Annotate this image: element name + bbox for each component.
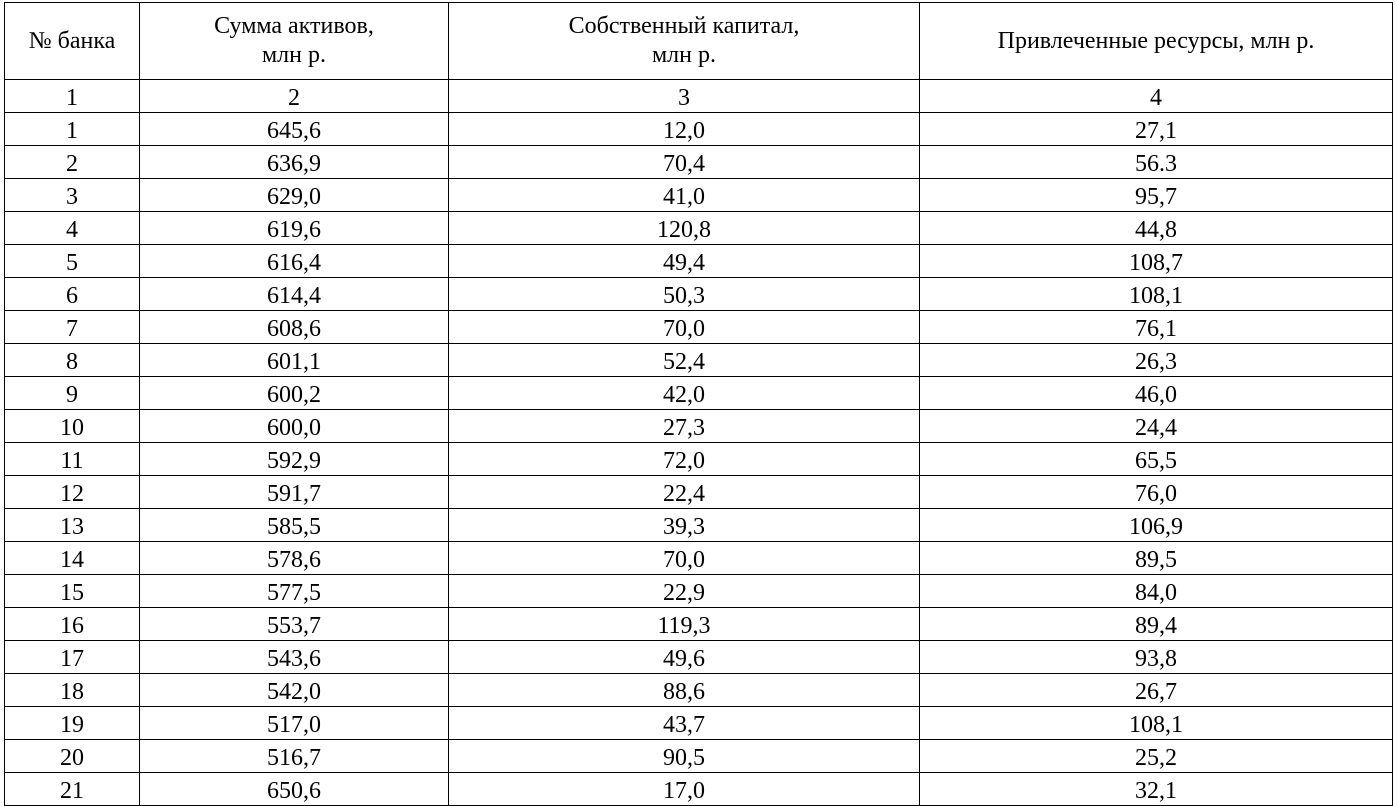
cell-total-assets: 578,6	[140, 542, 449, 575]
header-attracted-resources	[920, 3, 1393, 80]
cell-attracted-resources: 65,5	[920, 443, 1393, 476]
cell-attracted-resources: 46,0	[920, 377, 1393, 410]
cell-bank-number: 12	[5, 476, 140, 509]
table-row	[5, 146, 1393, 179]
table-row	[5, 410, 1393, 443]
column-number: 2	[140, 80, 449, 113]
cell-total-assets: 645,6	[140, 113, 449, 146]
table-row	[5, 740, 1393, 773]
cell-own-capital: 43,7	[449, 707, 920, 740]
cell-own-capital: 22,4	[449, 476, 920, 509]
cell-own-capital: 88,6	[449, 674, 920, 707]
cell-own-capital: 52,4	[449, 344, 920, 377]
cell-total-assets: 601,1	[140, 344, 449, 377]
header-own-capital	[449, 3, 920, 80]
table-row	[5, 278, 1393, 311]
cell-attracted-resources: 76,1	[920, 311, 1393, 344]
cell-total-assets: 553,7	[140, 608, 449, 641]
header-line: Сумма активов,	[214, 13, 374, 39]
header-line: № банка	[28, 27, 116, 54]
cell-bank-number: 5	[5, 245, 140, 278]
cell-bank-number: 14	[5, 542, 140, 575]
cell-attracted-resources: 89,5	[920, 542, 1393, 575]
cell-bank-number: 8	[5, 344, 140, 377]
cell-bank-number: 20	[5, 740, 140, 773]
cell-bank-number: 16	[5, 608, 140, 641]
cell-bank-number: 1	[5, 113, 140, 146]
cell-total-assets: 650,6	[140, 773, 449, 806]
table-row	[5, 773, 1393, 806]
cell-total-assets: 516,7	[140, 740, 449, 773]
cell-own-capital: 49,4	[449, 245, 920, 278]
cell-total-assets: 614,4	[140, 278, 449, 311]
cell-own-capital: 12,0	[449, 113, 920, 146]
cell-total-assets: 629,0	[140, 179, 449, 212]
header-line: млн р.	[651, 42, 716, 68]
cell-attracted-resources: 89,4	[920, 608, 1393, 641]
cell-own-capital: 41,0	[449, 179, 920, 212]
table-row	[5, 245, 1393, 278]
cell-bank-number: 11	[5, 443, 140, 476]
cell-own-capital: 27,3	[449, 410, 920, 443]
cell-total-assets: 585,5	[140, 509, 449, 542]
cell-bank-number: 19	[5, 707, 140, 740]
cell-bank-number: 9	[5, 377, 140, 410]
cell-bank-number: 10	[5, 410, 140, 443]
column-number: 3	[449, 80, 920, 113]
cell-bank-number: 3	[5, 179, 140, 212]
cell-bank-number: 17	[5, 641, 140, 674]
cell-total-assets: 542,0	[140, 674, 449, 707]
table-row	[5, 443, 1393, 476]
table-row	[5, 509, 1393, 542]
cell-total-assets: 577,5	[140, 575, 449, 608]
cell-attracted-resources: 56.3	[920, 146, 1393, 179]
cell-total-assets: 591,7	[140, 476, 449, 509]
header-line: Привлеченные ресурсы, млн р.	[997, 27, 1315, 54]
header-bank-number	[5, 3, 140, 80]
table-row	[5, 707, 1393, 740]
header-line: млн р.	[261, 42, 326, 68]
cell-total-assets: 592,9	[140, 443, 449, 476]
cell-attracted-resources: 76,0	[920, 476, 1393, 509]
table-row	[5, 113, 1393, 146]
header-line: Собственный капитал,	[568, 13, 800, 39]
cell-attracted-resources: 24,4	[920, 410, 1393, 443]
cell-bank-number: 13	[5, 509, 140, 542]
table-row	[5, 641, 1393, 674]
table-row	[5, 377, 1393, 410]
cell-attracted-resources: 93,8	[920, 641, 1393, 674]
cell-own-capital: 17,0	[449, 773, 920, 806]
cell-own-capital: 120,8	[449, 212, 920, 245]
cell-attracted-resources: 108,1	[920, 278, 1393, 311]
cell-own-capital: 70,0	[449, 542, 920, 575]
cell-attracted-resources: 95,7	[920, 179, 1393, 212]
cell-own-capital: 70,0	[449, 311, 920, 344]
cell-total-assets: 619,6	[140, 212, 449, 245]
cell-total-assets: 600,2	[140, 377, 449, 410]
cell-bank-number: 7	[5, 311, 140, 344]
banks-table	[4, 2, 1393, 806]
column-number: 1	[5, 80, 140, 113]
cell-own-capital: 39,3	[449, 509, 920, 542]
table-row	[5, 212, 1393, 245]
table-row	[5, 575, 1393, 608]
cell-attracted-resources: 108,7	[920, 245, 1393, 278]
table-row	[5, 476, 1393, 509]
cell-bank-number: 4	[5, 212, 140, 245]
cell-own-capital: 49,6	[449, 641, 920, 674]
cell-own-capital: 70,4	[449, 146, 920, 179]
table-row	[5, 608, 1393, 641]
cell-total-assets: 636,9	[140, 146, 449, 179]
cell-bank-number: 21	[5, 773, 140, 806]
header-total-assets	[140, 3, 449, 80]
cell-own-capital: 22,9	[449, 575, 920, 608]
column-number-row	[5, 80, 1393, 113]
cell-total-assets: 608,6	[140, 311, 449, 344]
cell-total-assets: 517,0	[140, 707, 449, 740]
cell-attracted-resources: 32,1	[920, 773, 1393, 806]
cell-bank-number: 6	[5, 278, 140, 311]
cell-total-assets: 543,6	[140, 641, 449, 674]
cell-attracted-resources: 25,2	[920, 740, 1393, 773]
cell-own-capital: 119,3	[449, 608, 920, 641]
cell-attracted-resources: 84,0	[920, 575, 1393, 608]
cell-attracted-resources: 44,8	[920, 212, 1393, 245]
cell-attracted-resources: 26,3	[920, 344, 1393, 377]
cell-attracted-resources: 26,7	[920, 674, 1393, 707]
document-page	[4, 2, 1393, 806]
table-row	[5, 344, 1393, 377]
cell-total-assets: 600,0	[140, 410, 449, 443]
cell-bank-number: 2	[5, 146, 140, 179]
cell-attracted-resources: 108,1	[920, 707, 1393, 740]
cell-own-capital: 72,0	[449, 443, 920, 476]
cell-bank-number: 18	[5, 674, 140, 707]
cell-attracted-resources: 27,1	[920, 113, 1393, 146]
table-row	[5, 179, 1393, 212]
table-row	[5, 542, 1393, 575]
cell-own-capital: 90,5	[449, 740, 920, 773]
column-number: 4	[920, 80, 1393, 113]
cell-own-capital: 42,0	[449, 377, 920, 410]
cell-own-capital: 50,3	[449, 278, 920, 311]
cell-attracted-resources: 106,9	[920, 509, 1393, 542]
cell-total-assets: 616,4	[140, 245, 449, 278]
table-header-row	[5, 3, 1393, 80]
cell-bank-number: 15	[5, 575, 140, 608]
table-body	[5, 113, 1393, 806]
table-row	[5, 674, 1393, 707]
table-row	[5, 311, 1393, 344]
